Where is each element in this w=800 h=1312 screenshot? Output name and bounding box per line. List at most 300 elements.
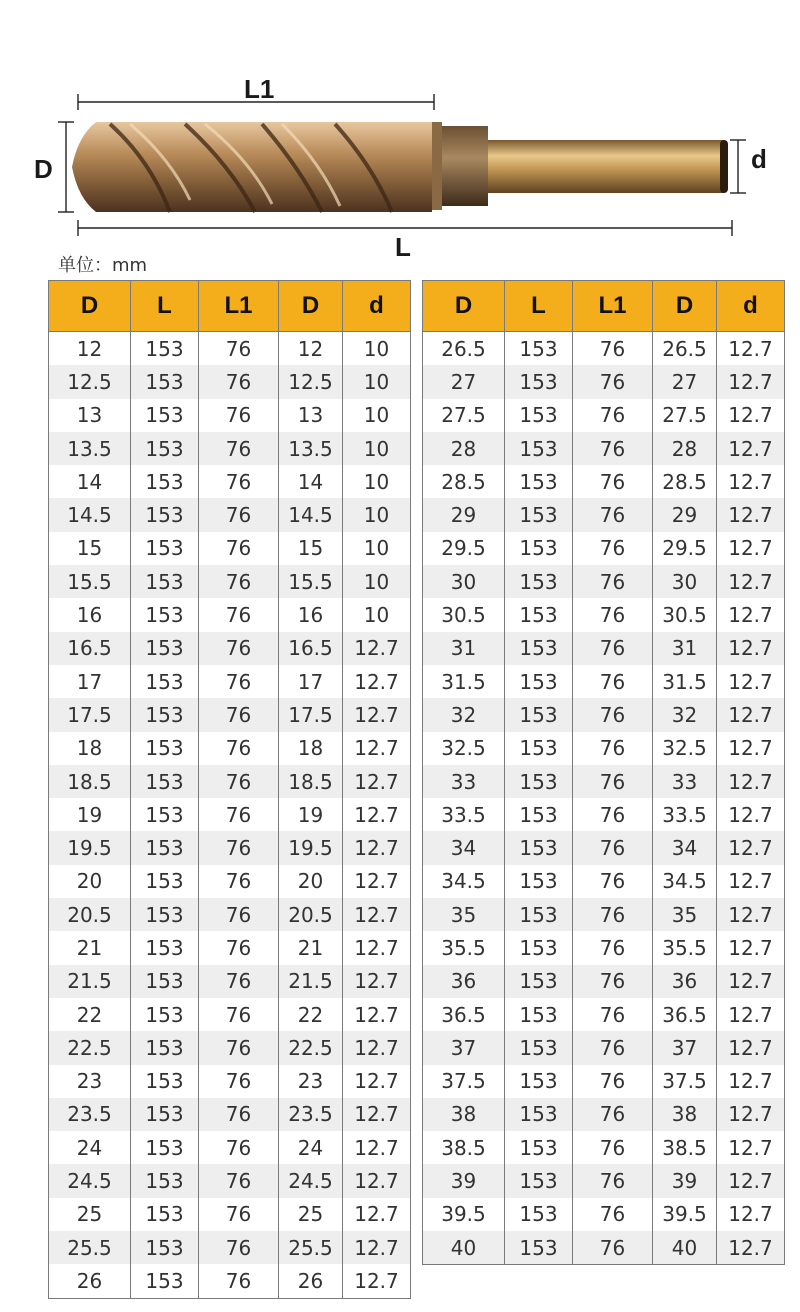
shank-end-cap: [720, 140, 728, 193]
table-cell: 13.5: [279, 432, 343, 465]
table-cell: 12.7: [717, 432, 785, 465]
table-cell: 16: [279, 598, 343, 631]
table-cell: 36.5: [423, 998, 505, 1031]
table-cell: 10: [343, 598, 411, 631]
table-cell: 15.5: [279, 565, 343, 598]
table-row: [49, 698, 411, 731]
column-header-l: L: [505, 281, 573, 332]
table-row: [423, 532, 785, 565]
table-cell: 14.5: [279, 498, 343, 531]
table-cell: 25: [49, 1198, 131, 1231]
table-cell: 76: [573, 1198, 653, 1231]
table-cell: 25: [279, 1198, 343, 1231]
column-header-d-repeat: D: [279, 281, 343, 332]
table-cell: 26: [49, 1264, 131, 1298]
table-cell: 76: [199, 765, 279, 798]
table-cell: 18.5: [49, 765, 131, 798]
table-cell: 38.5: [423, 1131, 505, 1164]
table-cell: 76: [573, 432, 653, 465]
table-cell: 29: [653, 498, 717, 531]
table-row: [423, 765, 785, 798]
table-cell: 35: [423, 898, 505, 931]
table-cell: 30: [423, 565, 505, 598]
table-cell: 21: [49, 931, 131, 964]
table-cell: 31.5: [653, 665, 717, 698]
table-row: [49, 1131, 411, 1164]
table-cell: 12.7: [717, 498, 785, 531]
table-cell: 12.7: [717, 1131, 785, 1164]
table-cell: 76: [573, 565, 653, 598]
table-cell: 76: [573, 732, 653, 765]
table-row: [49, 365, 411, 398]
table-cell: 32: [423, 698, 505, 731]
table-cell: 12.7: [343, 831, 411, 864]
table-cell: 76: [199, 399, 279, 432]
table-cell: 153: [131, 498, 199, 531]
table-cell: 76: [573, 532, 653, 565]
table-cell: 22: [279, 998, 343, 1031]
table-cell: 76: [199, 632, 279, 665]
table-cell: 12.7: [717, 465, 785, 498]
table-row: [49, 898, 411, 931]
table-cell: 153: [131, 1164, 199, 1197]
table-cell: 33: [423, 765, 505, 798]
table-cell: 33.5: [423, 798, 505, 831]
table-cell: 153: [505, 498, 573, 531]
table-cell: 10: [343, 432, 411, 465]
drill-collar: [438, 126, 488, 206]
table-cell: 76: [573, 765, 653, 798]
table-row: [49, 765, 411, 798]
table-cell: 76: [199, 1131, 279, 1164]
table-cell: 76: [199, 598, 279, 631]
table-row: [423, 998, 785, 1031]
table-cell: 76: [199, 998, 279, 1031]
table-row: [49, 831, 411, 864]
table-cell: 153: [131, 1231, 199, 1264]
table-cell: 76: [573, 332, 653, 366]
table-cell: 76: [199, 965, 279, 998]
table-cell: 12.7: [717, 998, 785, 1031]
table-cell: 32.5: [423, 732, 505, 765]
table-cell: 76: [573, 1231, 653, 1265]
drill-fluted-body: [72, 122, 432, 212]
table-cell: 12.7: [343, 965, 411, 998]
table-cell: 20.5: [49, 898, 131, 931]
table-cell: 12.7: [343, 1264, 411, 1298]
table-row: [423, 1231, 785, 1265]
table-cell: 12.7: [717, 365, 785, 398]
table-cell: 12.7: [343, 1065, 411, 1098]
table-cell: 18: [49, 732, 131, 765]
table-cell: 37.5: [423, 1065, 505, 1098]
table-row: [49, 1031, 411, 1064]
table-row: [423, 365, 785, 398]
table-cell: 76: [573, 632, 653, 665]
table-cell: 12.7: [343, 1031, 411, 1064]
table-cell: 12.7: [717, 765, 785, 798]
table-cell: 34: [653, 831, 717, 864]
table-cell: 12.7: [717, 632, 785, 665]
table-cell: 153: [131, 831, 199, 864]
table-cell: 33: [653, 765, 717, 798]
table-row: [49, 632, 411, 665]
table-cell: 153: [131, 598, 199, 631]
table-cell: 31.5: [423, 665, 505, 698]
table-row: [423, 831, 785, 864]
table-cell: 12.7: [717, 565, 785, 598]
table-cell: 153: [131, 432, 199, 465]
table-cell: 10: [343, 332, 411, 366]
table-cell: 12.7: [717, 931, 785, 964]
table-cell: 35.5: [653, 931, 717, 964]
table-cell: 76: [573, 1131, 653, 1164]
table-row: [49, 1198, 411, 1231]
table-cell: 10: [343, 498, 411, 531]
table-row: [49, 1164, 411, 1197]
table-cell: 76: [199, 798, 279, 831]
table-cell: 31: [653, 632, 717, 665]
d-major-dimension-line: [58, 122, 74, 212]
table-cell: 153: [131, 865, 199, 898]
table-cell: 24.5: [49, 1164, 131, 1197]
table-cell: 10: [343, 399, 411, 432]
table-cell: 15.5: [49, 565, 131, 598]
table-cell: 16.5: [279, 632, 343, 665]
drill-bit-illustration: [0, 0, 800, 270]
table-cell: 40: [423, 1231, 505, 1265]
table-cell: 28: [423, 432, 505, 465]
table-cell: 34.5: [423, 865, 505, 898]
table-cell: 153: [131, 1031, 199, 1064]
table-cell: 17: [279, 665, 343, 698]
table-cell: 24: [279, 1131, 343, 1164]
table-cell: 28.5: [653, 465, 717, 498]
table-cell: 26.5: [653, 332, 717, 366]
table-cell: 153: [131, 732, 199, 765]
table-cell: 76: [573, 898, 653, 931]
table-cell: 153: [505, 732, 573, 765]
table-cell: 24: [49, 1131, 131, 1164]
table-cell: 13: [49, 399, 131, 432]
table-cell: 27: [653, 365, 717, 398]
table-cell: 12.7: [343, 732, 411, 765]
column-header-l1: L1: [573, 281, 653, 332]
table-cell: 12.7: [343, 1131, 411, 1164]
table-cell: 21: [279, 931, 343, 964]
table-cell: 153: [131, 698, 199, 731]
table-cell: 29: [423, 498, 505, 531]
table-cell: 19: [49, 798, 131, 831]
table-cell: 76: [573, 465, 653, 498]
table-cell: 14.5: [49, 498, 131, 531]
table-cell: 153: [505, 665, 573, 698]
table-cell: 76: [573, 1065, 653, 1098]
table-row: [423, 1198, 785, 1231]
table-cell: 12.7: [717, 399, 785, 432]
table-cell: 17.5: [49, 698, 131, 731]
table-row: [423, 931, 785, 964]
table-cell: 15: [49, 532, 131, 565]
table-cell: 12: [279, 332, 343, 366]
table-cell: 76: [199, 665, 279, 698]
table-cell: 76: [573, 998, 653, 1031]
table-row: [423, 1031, 785, 1064]
table-cell: 12.7: [717, 898, 785, 931]
table-row: [423, 498, 785, 531]
table-cell: 76: [199, 831, 279, 864]
table-cell: 12.7: [343, 1098, 411, 1131]
table-header-row: [423, 281, 785, 332]
table-cell: 12.7: [717, 1031, 785, 1064]
table-row: [49, 665, 411, 698]
table-cell: 37.5: [653, 1065, 717, 1098]
table-row: [423, 1164, 785, 1197]
table-cell: 76: [199, 1065, 279, 1098]
table-cell: 153: [505, 765, 573, 798]
table-cell: 12.5: [279, 365, 343, 398]
table-cell: 15: [279, 532, 343, 565]
drill-bit-diagram: [0, 0, 800, 270]
table-row: [49, 432, 411, 465]
table-cell: 28.5: [423, 465, 505, 498]
table-cell: 26.5: [423, 332, 505, 366]
table-cell: 36: [423, 965, 505, 998]
table-cell: 153: [505, 965, 573, 998]
table-row: [49, 465, 411, 498]
table-cell: 153: [505, 1198, 573, 1231]
drill-shank: [488, 140, 724, 193]
table-cell: 12.7: [717, 665, 785, 698]
table-cell: 12.7: [717, 831, 785, 864]
table-cell: 76: [573, 598, 653, 631]
table-row: [49, 865, 411, 898]
table-cell: 153: [505, 365, 573, 398]
table-cell: 76: [573, 931, 653, 964]
table-cell: 76: [573, 1098, 653, 1131]
table-cell: 12.7: [343, 898, 411, 931]
table-cell: 153: [505, 432, 573, 465]
table-cell: 25.5: [49, 1231, 131, 1264]
table-cell: 21.5: [49, 965, 131, 998]
table-cell: 12.7: [343, 1231, 411, 1264]
table-cell: 153: [505, 565, 573, 598]
table-cell: 153: [131, 1264, 199, 1298]
table-row: [49, 1231, 411, 1264]
table-cell: 153: [131, 532, 199, 565]
table-cell: 19.5: [49, 831, 131, 864]
table-row: [423, 865, 785, 898]
table-cell: 153: [131, 765, 199, 798]
table-cell: 153: [131, 565, 199, 598]
table-cell: 76: [199, 698, 279, 731]
table-cell: 30.5: [423, 598, 505, 631]
table-cell: 12: [49, 332, 131, 366]
table-cell: 76: [199, 465, 279, 498]
table-cell: 27.5: [423, 399, 505, 432]
table-cell: 17: [49, 665, 131, 698]
table-cell: 153: [131, 1198, 199, 1231]
table-cell: 153: [505, 1065, 573, 1098]
table-cell: 153: [505, 465, 573, 498]
table-cell: 12.7: [717, 1231, 785, 1265]
table-cell: 153: [131, 665, 199, 698]
table-cell: 13: [279, 399, 343, 432]
table-cell: 12.7: [717, 1065, 785, 1098]
table-cell: 76: [573, 965, 653, 998]
table-row: [423, 632, 785, 665]
table-cell: 76: [573, 798, 653, 831]
column-header-l: L: [131, 281, 199, 332]
table-cell: 37: [423, 1031, 505, 1064]
table-cell: 19: [279, 798, 343, 831]
table-cell: 26: [279, 1264, 343, 1298]
table-cell: 76: [199, 365, 279, 398]
table-cell: 12.7: [343, 665, 411, 698]
table-row: [49, 565, 411, 598]
table-cell: 23.5: [279, 1098, 343, 1131]
table-cell: 12.7: [717, 865, 785, 898]
d-shank-label: d: [751, 144, 767, 174]
table-cell: 153: [131, 465, 199, 498]
table-cell: 153: [505, 798, 573, 831]
table-cell: 16: [49, 598, 131, 631]
table-cell: 29.5: [423, 532, 505, 565]
table-cell: 12.7: [717, 332, 785, 366]
table-cell: 32.5: [653, 732, 717, 765]
table-row: [49, 998, 411, 1031]
table-cell: 153: [131, 1065, 199, 1098]
table-cell: 76: [573, 665, 653, 698]
table-cell: 153: [131, 898, 199, 931]
table-cell: 153: [505, 931, 573, 964]
table-row: [423, 732, 785, 765]
table-cell: 76: [199, 1198, 279, 1231]
table-cell: 153: [505, 898, 573, 931]
table-cell: 25.5: [279, 1231, 343, 1264]
table-cell: 35.5: [423, 931, 505, 964]
table-cell: 153: [505, 1164, 573, 1197]
table-row: [423, 432, 785, 465]
table-cell: 37: [653, 1031, 717, 1064]
table-cell: 34.5: [653, 865, 717, 898]
table-cell: 153: [505, 698, 573, 731]
table-cell: 76: [199, 732, 279, 765]
table-cell: 12.5: [49, 365, 131, 398]
table-cell: 12.7: [717, 698, 785, 731]
table-cell: 22.5: [49, 1031, 131, 1064]
table-header-row: [49, 281, 411, 332]
table-cell: 31: [423, 632, 505, 665]
table-cell: 12.7: [343, 765, 411, 798]
table-cell: 12.7: [343, 798, 411, 831]
table-cell: 40: [653, 1231, 717, 1265]
column-header-shank-d: d: [717, 281, 785, 332]
table-cell: 12.7: [343, 865, 411, 898]
table-cell: 12.7: [717, 532, 785, 565]
table-cell: 153: [505, 998, 573, 1031]
table-cell: 14: [279, 465, 343, 498]
table-cell: 10: [343, 532, 411, 565]
table-cell: 12.7: [343, 998, 411, 1031]
table-cell: 76: [199, 532, 279, 565]
table-row: [423, 1065, 785, 1098]
table-row: [423, 598, 785, 631]
table-cell: 39: [653, 1164, 717, 1197]
table-cell: 12.7: [717, 798, 785, 831]
table-cell: 76: [199, 1098, 279, 1131]
table-cell: 153: [131, 332, 199, 366]
table-cell: 76: [573, 698, 653, 731]
table-row: [423, 698, 785, 731]
table-cell: 153: [131, 365, 199, 398]
table-cell: 76: [573, 865, 653, 898]
table-cell: 27.5: [653, 399, 717, 432]
table-cell: 32: [653, 698, 717, 731]
table-cell: 30: [653, 565, 717, 598]
table-cell: 76: [199, 1264, 279, 1298]
table-cell: 34: [423, 831, 505, 864]
column-header-d-repeat: D: [653, 281, 717, 332]
table-cell: 12.7: [343, 1198, 411, 1231]
table-cell: 153: [505, 865, 573, 898]
table-cell: 153: [131, 1131, 199, 1164]
table-cell: 153: [131, 998, 199, 1031]
spec-table-left: [48, 280, 411, 1299]
table-row: [423, 798, 785, 831]
table-cell: 76: [199, 432, 279, 465]
table-cell: 153: [505, 532, 573, 565]
table-row: [49, 399, 411, 432]
table-cell: 38: [423, 1098, 505, 1131]
table-cell: 22: [49, 998, 131, 1031]
table-row: [49, 732, 411, 765]
table-cell: 153: [131, 931, 199, 964]
table-cell: 76: [573, 498, 653, 531]
table-cell: 12.7: [343, 632, 411, 665]
table-cell: 16.5: [49, 632, 131, 665]
table-cell: 10: [343, 565, 411, 598]
table-cell: 76: [573, 399, 653, 432]
table-cell: 22.5: [279, 1031, 343, 1064]
table-cell: 13.5: [49, 432, 131, 465]
l1-label: L1: [244, 74, 275, 104]
table-cell: 20.5: [279, 898, 343, 931]
table-cell: 76: [199, 1031, 279, 1064]
unit-label: 单位：mm: [58, 255, 148, 276]
table-cell: 76: [573, 365, 653, 398]
table-cell: 21.5: [279, 965, 343, 998]
table-cell: 18.5: [279, 765, 343, 798]
table-row: [49, 598, 411, 631]
table-cell: 19.5: [279, 831, 343, 864]
d-shank-dimension-line: [730, 140, 746, 193]
table-cell: 153: [505, 598, 573, 631]
table-row: [49, 931, 411, 964]
table-cell: 20: [279, 865, 343, 898]
table-cell: 153: [505, 831, 573, 864]
table-cell: 76: [199, 931, 279, 964]
table-row: [423, 1098, 785, 1131]
d-major-label: D: [34, 154, 53, 184]
column-header-d: D: [49, 281, 131, 332]
table-cell: 153: [505, 332, 573, 366]
table-cell: 36.5: [653, 998, 717, 1031]
table-cell: 38: [653, 1098, 717, 1131]
table-cell: 23.5: [49, 1098, 131, 1131]
table-cell: 10: [343, 365, 411, 398]
table-cell: 29.5: [653, 532, 717, 565]
